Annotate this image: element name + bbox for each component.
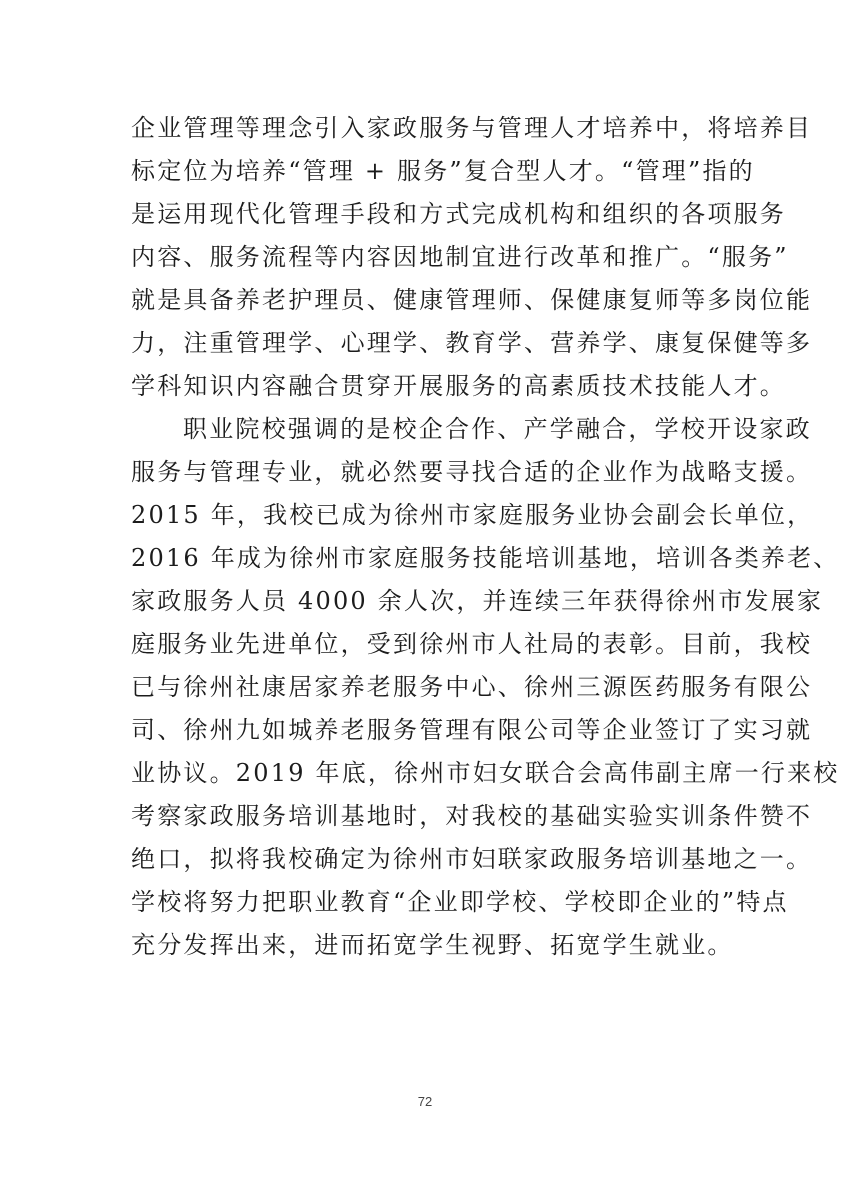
- text-line: 司、徐州九如城养老服务管理有限公司等企业签订了实习就: [131, 716, 813, 744]
- text-line: 力，注重管理学、心理学、教育学、营养学、康复保健等多: [131, 329, 813, 357]
- text-line: 学科知识内容融合贯穿开展服务的高素质技术技能人才。: [131, 372, 786, 400]
- text-line: 充分发挥出来，进而拓宽学生视野、拓宽学生就业。: [131, 931, 734, 959]
- text-line: 学校将努力把职业教育“企业即学校、学校即企业的”特点: [131, 888, 789, 916]
- text-line: 内容、服务流程等内容因地制宜进行改革和推广。“服务”: [131, 243, 789, 271]
- text-line: 已与徐州社康居家养老服务中心、徐州三源医药服务有限公: [131, 673, 813, 701]
- paragraph-first-line: 职业院校强调的是校企合作、产学融合，学校开设家政: [183, 415, 812, 443]
- text-line: 就是具备养老护理员、健康管理师、保健康复师等多岗位能: [131, 286, 813, 314]
- text-line: 庭服务业先进单位，受到徐州市人社局的表彰。目前，我校: [131, 630, 813, 658]
- text-line: 考察家政服务培训基地时，对我校的基础实验实训条件赞不: [131, 802, 813, 830]
- text-line: 2016 年成为徐州市家庭服务技能培训基地，培训各类养老、: [131, 544, 840, 572]
- text-line: 服务与管理专业，就必然要寻找合适的企业作为战略支援。: [131, 458, 813, 486]
- text-line: 企业管理等理念引入家政服务与管理人才培养中，将培养目: [131, 114, 813, 142]
- text-line: 业协议。2019 年底，徐州市妇女联合会高伟副主席一行来校: [131, 759, 840, 787]
- text-line: 2015 年，我校已成为徐州市家庭服务业协会副会长单位，: [131, 501, 814, 529]
- text-line: 绝口，拟将我校确定为徐州市妇联家政服务培训基地之一。: [131, 845, 813, 873]
- text-line: 标定位为培养“管理 + 服务”复合型人才。“管理”指的: [131, 157, 755, 185]
- body-text: [131, 107, 840, 967]
- text-line: 是运用现代化管理手段和方式完成机构和组织的各项服务: [131, 200, 786, 228]
- page-number: 72: [417, 1094, 433, 1109]
- text-line: 家政服务人员 4000 余人次，并连续三年获得徐州市发展家: [131, 587, 824, 615]
